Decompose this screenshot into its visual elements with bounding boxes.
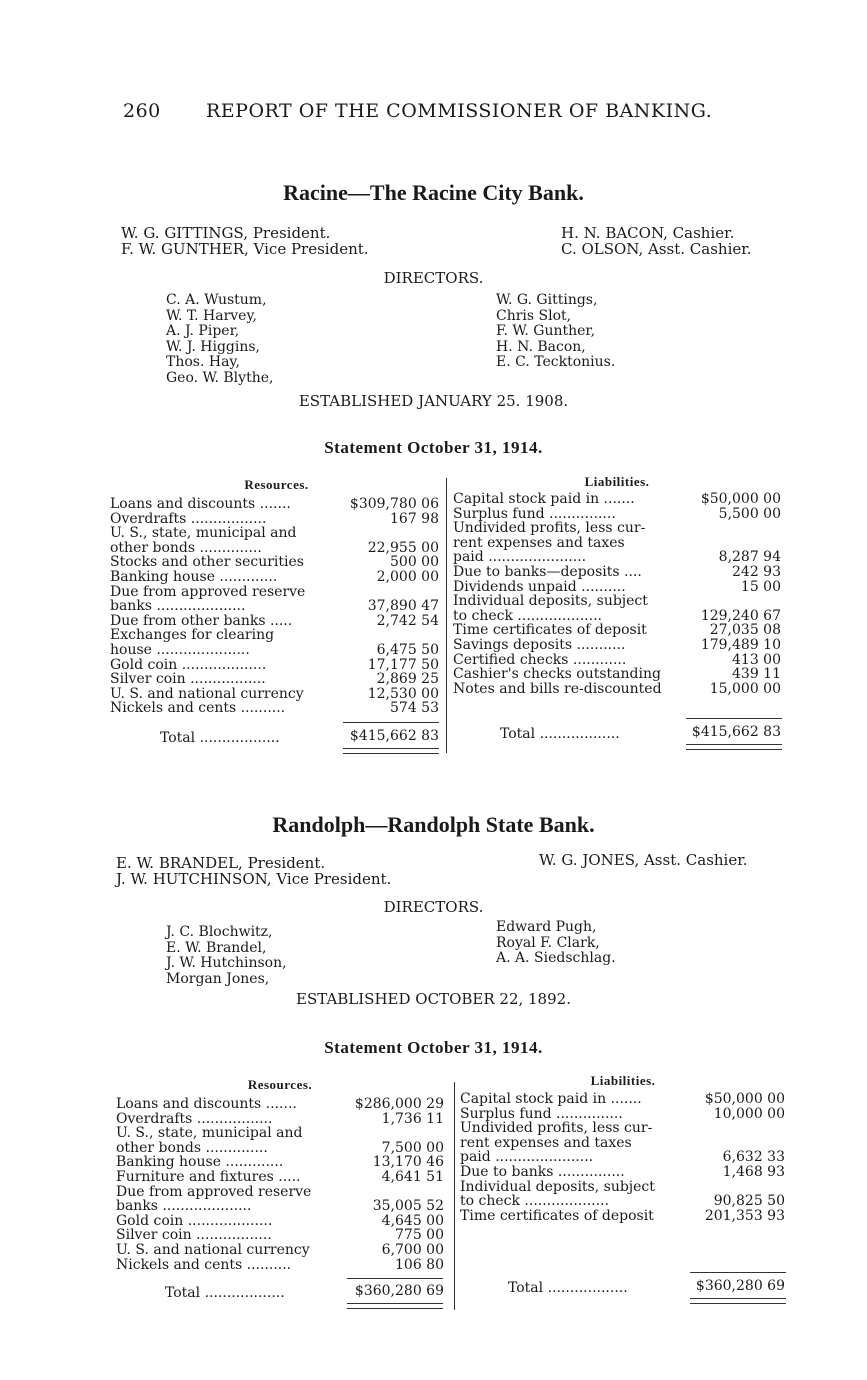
director: W. G. Gittings,: [496, 292, 598, 308]
ledger-row: [110, 555, 439, 570]
officers-right: [539, 852, 748, 868]
liabilities-total: $360,280 69: [695, 1278, 785, 1294]
ledger-label: Gold coin ...................: [110, 656, 267, 673]
ledger-row: [110, 599, 439, 614]
ledger-label: U. S., state, municipal and: [110, 525, 297, 542]
ledger-row: [460, 1136, 785, 1151]
ledger-row: [116, 1141, 444, 1156]
ledger-value: 4,645 00: [381, 1212, 444, 1229]
ledger-row: [110, 497, 439, 512]
ledger-row: [453, 667, 781, 682]
officer: C. OLSON, Asst. Cashier.: [561, 240, 752, 258]
ledger-label: Silver coin .................: [116, 1227, 272, 1244]
ledger-label: Loans and discounts .......: [110, 496, 291, 512]
total-rule: [347, 1278, 443, 1279]
directors-right: [496, 293, 615, 371]
ledger-label: Capital stock paid in .......: [453, 491, 635, 507]
ledger-row: [116, 1185, 444, 1200]
directors-heading: DIRECTORS.: [383, 269, 484, 287]
ledger-label: to check ...................: [460, 1193, 609, 1210]
ledger-value: 167 98: [390, 510, 439, 527]
ledger-row: [116, 1258, 444, 1273]
ledger-label: Capital stock paid in .......: [460, 1091, 642, 1107]
ledger-value: 129,240 67: [700, 607, 781, 624]
ledger-row: [116, 1112, 444, 1127]
ledger-row: [116, 1170, 444, 1185]
ledger-label: banks ....................: [110, 598, 246, 615]
ledger-label: Cashier's checks outstanding: [453, 666, 661, 683]
officer: J. W. HUTCHINSON, Vice President.: [116, 870, 392, 888]
ledger-row: [453, 507, 781, 522]
liabilities-list: [453, 492, 781, 696]
ledger-row: [116, 1214, 444, 1229]
ledger-value: 17,177 50: [367, 656, 439, 673]
total-rule: [686, 718, 782, 719]
ledger-label: Undivided profits, less cur-: [460, 1120, 653, 1137]
director: F. W. Gunther,: [496, 323, 596, 339]
ledger-row: [453, 653, 781, 668]
resources-total: $415,662 83: [349, 728, 439, 744]
ledger-row: [116, 1126, 444, 1141]
officer: F. W. GUNTHER, Vice President.: [121, 240, 369, 258]
resources-heading: Resources.: [244, 477, 309, 492]
liabilities-heading: Liabilities.: [584, 474, 650, 489]
ledger-label: Overdrafts .................: [110, 510, 267, 527]
officers-left: [121, 225, 369, 257]
ledger-row: [116, 1243, 444, 1258]
total-double-rule: [686, 744, 782, 750]
ledger-label: Due from other banks .....: [110, 612, 293, 629]
ledger-row: [110, 541, 439, 556]
resources-total-label: Total ..................: [165, 1285, 285, 1301]
ledger-value: 12,530 00: [367, 685, 439, 702]
ledger-label: Gold coin ...................: [116, 1212, 273, 1229]
ledger-row: [110, 526, 439, 541]
ledger-label: Silver coin .................: [110, 671, 266, 688]
ledger-row: [460, 1107, 785, 1122]
director: C. A. Wustum,: [166, 292, 267, 308]
liabilities-total-label: Total ..................: [508, 1280, 628, 1296]
resources-total-label: Total ..................: [160, 730, 280, 746]
ledger-label: Due from approved reserve: [116, 1183, 312, 1200]
ledger-value: 22,955 00: [367, 539, 439, 556]
ledger-label: Exchanges for clearing: [110, 627, 275, 644]
ledger-label: Savings deposits ...........: [453, 636, 626, 653]
directors-right: [496, 920, 616, 967]
ledger-label: Time certificates of deposit: [460, 1207, 654, 1224]
ledger-value: 5,500 00: [718, 505, 781, 522]
ledger-row: [460, 1209, 785, 1224]
ledger-label: Individual deposits, subject: [460, 1178, 655, 1195]
ledger-row: [453, 682, 781, 697]
ledger-label: Due to banks—deposits ....: [453, 563, 642, 580]
ledger-label: U. S. and national currency: [110, 685, 304, 702]
ledger-row: [453, 594, 781, 609]
ledger-value: 13,170 46: [372, 1154, 444, 1171]
officer: W. G. GITTINGS, President.: [121, 224, 331, 242]
director: E. W. Brandel,: [166, 939, 267, 956]
ledger-label: Time certificates of deposit: [453, 622, 647, 639]
total-double-rule: [347, 1303, 443, 1309]
ledger-label: to check ...................: [453, 607, 602, 624]
ledger-row: [116, 1228, 444, 1243]
director: Thos. Hay,: [166, 354, 240, 370]
ledger-label: paid ......................: [453, 549, 587, 566]
bank-title: Randolph—Randolph State Bank.: [272, 812, 595, 837]
ledger-row: [110, 614, 439, 629]
resources-list: [116, 1097, 444, 1272]
bank-title: Racine—The Racine City Bank.: [283, 180, 584, 205]
total-rule: [343, 722, 439, 723]
directors-left: [166, 293, 273, 386]
ledger-value: $286,000 29: [354, 1096, 444, 1112]
ledger-label: Individual deposits, subject: [453, 593, 648, 610]
ledger-row: [453, 623, 781, 638]
officers-left: [116, 855, 391, 887]
ledger-row: [453, 609, 781, 624]
ledger-label: Furniture and fixtures .....: [116, 1168, 301, 1185]
director: Royal F. Clark,: [496, 934, 600, 951]
ledger-label: house .....................: [110, 641, 250, 658]
ledger-label: Certified checks ............: [453, 651, 627, 668]
ledger-label: Banking house .............: [116, 1154, 284, 1171]
ledger-value: 413 00: [732, 651, 781, 668]
ledger-value: 15 00: [740, 578, 781, 595]
ledger-label: Nickels and cents ..........: [110, 700, 286, 717]
ledger-label: Nickels and cents ..........: [116, 1256, 292, 1273]
officer: H. N. BACON, Cashier.: [561, 224, 735, 242]
officers-right: [561, 225, 752, 257]
ledger-label: Overdrafts .................: [116, 1110, 273, 1127]
ledger-label: paid ......................: [460, 1149, 594, 1166]
director: E. C. Tecktonius.: [496, 354, 616, 370]
ledger-row: [110, 570, 439, 585]
ledger-value: 439 11: [732, 666, 781, 683]
ledger-row: [453, 565, 781, 580]
ledger-row: [460, 1165, 785, 1180]
ledger-row: [116, 1097, 444, 1112]
ledger-row: [453, 638, 781, 653]
ledger-row: [460, 1150, 785, 1165]
ledger-value: $50,000 00: [700, 491, 781, 507]
ledger-value: 6,700 00: [381, 1241, 444, 1258]
ledger-label: banks ....................: [116, 1198, 252, 1215]
ledger-value: 4,641 51: [381, 1168, 444, 1185]
ledger-value: 574 53: [390, 700, 439, 717]
established-date: ESTABLISHED JANUARY 25. 1908.: [298, 392, 569, 410]
ledger-value: 500 00: [390, 554, 439, 571]
ledger-label: Surplus fund ...............: [453, 505, 616, 522]
liabilities-total-label: Total ..................: [500, 726, 620, 742]
ledger-row: [460, 1092, 785, 1107]
ledger-row: [110, 585, 439, 600]
ledger-value: 35,005 52: [372, 1198, 444, 1215]
ledger-row: [453, 580, 781, 595]
column-divider: [446, 478, 447, 753]
ledger-label: other bonds ..............: [116, 1139, 268, 1156]
ledger-label: Surplus fund ...............: [460, 1105, 623, 1122]
ledger-value: 2,742 54: [376, 612, 439, 629]
ledger-value: 90,825 50: [713, 1193, 785, 1210]
ledger-row: [116, 1199, 444, 1214]
resources-heading: Resources.: [247, 1077, 313, 1092]
ledger-value: 7,500 00: [381, 1139, 444, 1156]
ledger-value: 2,869 25: [376, 671, 439, 688]
directors-heading: DIRECTORS.: [383, 898, 484, 916]
ledger-label: Banking house .............: [110, 568, 278, 585]
director: Chris Slot,: [496, 307, 572, 324]
ledger-row: [110, 658, 439, 673]
ledger-row: [110, 512, 439, 527]
director: W. J. Higgins,: [166, 338, 261, 355]
ledger-value: 242 93: [732, 563, 781, 580]
resources-list: [110, 497, 439, 716]
ledger-value: 15,000 00: [709, 680, 781, 697]
ledger-value: 201,353 93: [704, 1207, 785, 1224]
statement-date: Statement October 31, 1914.: [324, 1038, 543, 1057]
ledger-value: 6,632 33: [722, 1149, 785, 1166]
ledger-label: Loans and discounts .......: [116, 1096, 297, 1112]
ledger-value: $50,000 00: [704, 1091, 785, 1107]
ledger-value: 106 80: [395, 1256, 444, 1273]
ledger-label: Undivided profits, less cur-: [453, 520, 646, 537]
ledger-value: 1,468 93: [722, 1163, 785, 1180]
ledger-label: U. S., state, municipal and: [116, 1125, 303, 1142]
statement-date: Statement October 31, 1914.: [324, 438, 543, 457]
ledger-row: [110, 687, 439, 702]
liabilities-total: $415,662 83: [691, 724, 781, 740]
ledger-label: Due from approved reserve: [110, 583, 306, 600]
ledger-label: U. S. and national currency: [116, 1241, 310, 1258]
ledger-value: 8,287 94: [718, 549, 781, 566]
ledger-row: [453, 521, 781, 536]
ledger-value: 2,000 00: [376, 568, 439, 585]
total-rule: [690, 1272, 786, 1273]
ledger-row: [110, 628, 439, 643]
total-double-rule: [690, 1298, 786, 1304]
ledger-label: rent expenses and taxes: [460, 1134, 632, 1151]
director: A. J. Piper,: [166, 323, 240, 339]
total-double-rule: [343, 748, 439, 754]
director: J. W. Hutchinson,: [166, 955, 287, 971]
ledger-label: Due to banks ...............: [460, 1163, 625, 1180]
ledger-value: 10,000 00: [713, 1105, 785, 1122]
column-divider: [454, 1082, 455, 1310]
resources-total: $360,280 69: [354, 1283, 444, 1299]
ledger-row: [110, 643, 439, 658]
ledger-value: 37,890 47: [367, 598, 439, 615]
liabilities-list: [460, 1092, 785, 1223]
director: H. N. Bacon,: [496, 338, 586, 355]
ledger-label: rent expenses and taxes: [453, 534, 625, 551]
ledger-row: [460, 1180, 785, 1195]
director: A. A. Siedschlag.: [496, 950, 616, 966]
ledger-row: [453, 536, 781, 551]
ledger-value: 1,736 11: [381, 1110, 444, 1127]
ledger-label: Dividends unpaid ..........: [453, 578, 626, 595]
page-number: 260: [123, 100, 161, 122]
ledger-value: 27,035 08: [709, 622, 781, 639]
ledger-label: other bonds ..............: [110, 539, 262, 556]
running-title: REPORT OF THE COMMISSIONER OF BANKING.: [206, 100, 713, 122]
director: J. C. Blochwitz,: [166, 924, 273, 940]
ledger-row: [110, 701, 439, 716]
ledger-value: 179,489 10: [700, 636, 781, 653]
ledger-row: [116, 1155, 444, 1170]
ledger-row: [110, 672, 439, 687]
ledger-value: $309,780 06: [349, 496, 439, 512]
officer: E. W. BRANDEL, President.: [116, 854, 326, 872]
director: Morgan Jones,: [166, 970, 270, 987]
directors-left: [166, 925, 287, 987]
ledger-row: [453, 550, 781, 565]
ledger-label: Stocks and other securities: [110, 554, 304, 571]
officer: W. G. JONES, Asst. Cashier.: [539, 851, 748, 869]
director: W. T. Harvey,: [166, 307, 257, 324]
ledger-row: [460, 1194, 785, 1209]
ledger-label: Notes and bills re-discounted: [453, 680, 662, 697]
ledger-value: 775 00: [395, 1227, 444, 1244]
established-date: ESTABLISHED OCTOBER 22, 1892.: [296, 990, 571, 1008]
ledger-row: [460, 1121, 785, 1136]
director: Geo. W. Blythe,: [166, 369, 274, 386]
liabilities-heading: Liabilities.: [590, 1073, 656, 1088]
director: Edward Pugh,: [496, 919, 597, 935]
ledger-value: 6,475 50: [376, 641, 439, 658]
ledger-row: [453, 492, 781, 507]
